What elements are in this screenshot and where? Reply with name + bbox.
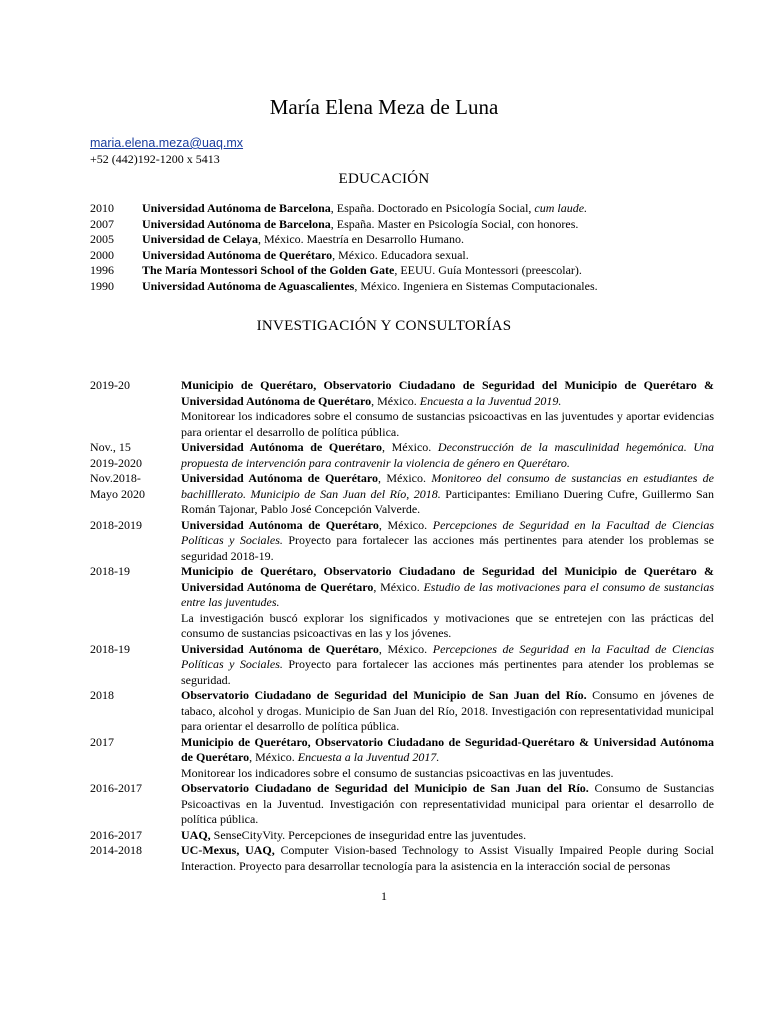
education-list xyxy=(90,201,690,294)
education-item xyxy=(90,279,690,295)
research-organization: UC-Mexus, UAQ, xyxy=(181,843,275,857)
research-detail: Monitorear los indicadores sobre el consumo de sustancias psicoactivas en las juventudes. xyxy=(181,765,614,780)
education-detail: , México. Maestría en Desarrollo Humano. xyxy=(258,232,464,246)
education-year: 2010 xyxy=(90,201,114,215)
research-detail: , México. xyxy=(371,393,420,408)
research-organization: Municipio de Querétaro, Observatorio Ciudadano de Seguridad-Querétaro & Universidad Autónoma de Querétaro xyxy=(181,734,714,764)
research-detail: , México. xyxy=(382,440,438,454)
research-period: 2018-2019 xyxy=(90,517,142,532)
research-description xyxy=(181,781,714,828)
research-period: 2019-20 xyxy=(90,378,130,392)
research-organization: Municipio de Querétaro, Observatorio Ciudadano de Seguridad del Municipio de Querétaro & Universidad Autónoma de Querétaro xyxy=(181,564,714,594)
research-item xyxy=(90,828,714,844)
research-item xyxy=(90,642,714,689)
education-description xyxy=(142,232,690,248)
research-detail: Consumo en jóvenes de tabaco, alcohol y drogas. Municipio de San Juan del Río, 2018. Investigación con representatividad municipal para orientar el desarrollo de política pública. xyxy=(181,688,714,733)
research-detail: , México. xyxy=(378,471,432,485)
research-list xyxy=(90,378,714,874)
research-item xyxy=(90,843,714,874)
person-name: María Elena Meza de Luna xyxy=(269,95,499,119)
research-period: 2018-19 xyxy=(90,641,130,656)
education-item xyxy=(90,201,690,217)
research-detail: Computer Vision-based Technology to Assist Visually Impaired People during Social Interaction. Proyecto para desarrollar tecnología para la asistencia en la interacción social de personas xyxy=(181,843,714,873)
research-organization: Universidad Autónoma de Querétaro xyxy=(181,517,379,532)
research-item xyxy=(90,518,714,565)
research-organization: Universidad Autónoma de Querétaro xyxy=(181,641,379,656)
education-description xyxy=(142,263,690,279)
research-description xyxy=(181,642,714,689)
research-period: 2018 xyxy=(90,688,114,702)
research-period: Nov.2018- Mayo 2020 xyxy=(90,471,145,501)
research-organization: Universidad Autónoma de Querétaro xyxy=(181,471,379,485)
education-item xyxy=(90,217,690,233)
research-period: 2017 xyxy=(90,734,114,749)
research-period: 2018-19 xyxy=(90,564,130,578)
education-distinction: cum laude. xyxy=(534,201,588,215)
research-detail: Consumo de Sustancias Psicoactivas en la Juventud. Investigación con representatividad municipal para orientar el desarrollo de política pública. xyxy=(181,781,715,826)
email-link[interactable]: maria.elena.meza@uaq.mx xyxy=(90,136,244,150)
research-detail: Participantes: Emiliano Duering Cufre, Guillermo San Román Tajonar, Pablo José Concepción Valverde. xyxy=(181,486,715,516)
research-detail: SenseCityVity. Percepciones de inseguridad entre las juventudes. xyxy=(210,827,527,842)
education-description xyxy=(142,201,690,217)
research-title: Deconstrucción de la masculinidad hegemónica. Una propuesta de intervención para contravenir la violencia de género en Querétaro. xyxy=(181,440,715,470)
education-year: 2007 xyxy=(90,216,114,231)
research-period: 2016-2017 xyxy=(90,827,142,842)
education-detail: , México. Educadora sexual. xyxy=(332,247,469,262)
education-year: 1990 xyxy=(90,278,114,293)
research-item xyxy=(90,471,714,518)
research-period: 2014-2018 xyxy=(90,843,142,857)
research-detail: Proyecto para fortalecer las acciones más pertinentes para atender los problemas se seguridad 2018-19. xyxy=(181,533,715,563)
education-description xyxy=(142,248,690,264)
research-description xyxy=(181,518,714,565)
research-item xyxy=(90,378,714,440)
education-detail: , España. Master en Psicología Social, con honores. xyxy=(330,216,579,231)
research-description xyxy=(181,471,714,518)
education-detail: , EEUU. Guía Montessori (preescolar). xyxy=(394,263,582,277)
research-item xyxy=(90,564,714,642)
research-title: Percepciones de Seguridad en la Facultad de Ciencias Políticas y Sociales. xyxy=(181,641,715,671)
education-detail: , España. Doctorado en Psicología Social, xyxy=(330,201,535,215)
research-period: 2016-2017 xyxy=(90,781,142,795)
research-detail: , México. xyxy=(373,579,424,594)
research-organization: Observatorio Ciudadano de Seguridad del Municipio de San Juan del Río. xyxy=(181,781,589,795)
research-title: Monitoreo del consumo de sustancias en estudiantes de bachilllerato. Municipio de San Juan del Río, 2018. xyxy=(181,471,715,501)
research-period: Nov., 15 2019-2020 xyxy=(90,440,142,470)
research-detail: , México. xyxy=(249,750,298,764)
research-organization: Observatorio Ciudadano de Seguridad del Municipio de San Juan del Río. xyxy=(181,688,587,702)
page-number: 1 xyxy=(381,889,387,903)
research-detail: , México. xyxy=(378,517,433,532)
education-item xyxy=(90,248,690,264)
institution-name: The María Montessori School of the Golden Gate xyxy=(142,263,395,277)
research-organization: UAQ, xyxy=(181,827,211,842)
research-item xyxy=(90,735,714,782)
research-detail: Monitorear los indicadores sobre el consumo de sustancias psicoactivas en las juventudes y aportar evidencias para orientar el desarrollo de política pública. xyxy=(181,409,714,439)
research-title: Encuesta a la Juventud 2017. xyxy=(297,750,440,764)
education-item xyxy=(90,263,690,279)
institution-name: Universidad de Celaya xyxy=(142,232,259,246)
research-description xyxy=(181,440,714,471)
institution-name: Universidad Autónoma de Barcelona xyxy=(142,201,331,215)
research-description xyxy=(181,688,714,735)
education-detail: , México. Ingeniera en Sistemas Computacionales. xyxy=(354,278,598,293)
research-title: Estudio de las motivaciones para el consumo de sustancias entre las juventudes. xyxy=(181,579,714,609)
research-description xyxy=(181,378,714,440)
research-organization: Universidad Autónoma de Querétaro xyxy=(181,440,382,454)
research-description xyxy=(181,843,714,874)
phone-number: +52 (442)192-1200 x 5413 xyxy=(90,152,220,166)
education-heading: EDUCACIÓN xyxy=(338,171,430,187)
education-description xyxy=(142,279,690,295)
research-heading: INVESTIGACIÓN Y CONSULTORÍAS xyxy=(256,318,512,334)
research-item xyxy=(90,781,714,828)
education-description xyxy=(142,217,690,233)
research-organization: Municipio de Querétaro, Observatorio Ciudadano de Seguridad del Municipio de Querétaro & Universidad Autónoma de Querétaro xyxy=(181,378,714,408)
research-description xyxy=(181,828,714,844)
research-item xyxy=(90,688,714,735)
education-year: 2005 xyxy=(90,232,114,246)
research-title: Percepciones de Seguridad en la Facultad de Ciencias Políticas y Sociales. xyxy=(181,517,715,547)
institution-name: Universidad Autónoma de Aguascalientes xyxy=(142,278,355,293)
research-detail: Proyecto para fortalecer las acciones más pertinentes para atender los problemas se seguridad. xyxy=(181,657,715,687)
institution-name: Universidad Autónoma de Barcelona xyxy=(142,216,331,231)
education-item xyxy=(90,232,690,248)
research-item xyxy=(90,440,714,471)
research-title: Encuesta a la Juventud 2019. xyxy=(419,393,562,408)
research-detail: La investigación buscó explorar los significados y motivaciones que se entretejen con las prácticas del consumo de sustancias psicoactivas en las y los jóvenes. xyxy=(181,610,714,640)
education-year: 2000 xyxy=(90,247,114,262)
education-year: 1996 xyxy=(90,263,114,277)
research-description xyxy=(181,564,714,642)
institution-name: Universidad Autónoma de Querétaro xyxy=(142,247,333,262)
research-detail: , México. xyxy=(378,641,433,656)
research-description xyxy=(181,735,714,782)
